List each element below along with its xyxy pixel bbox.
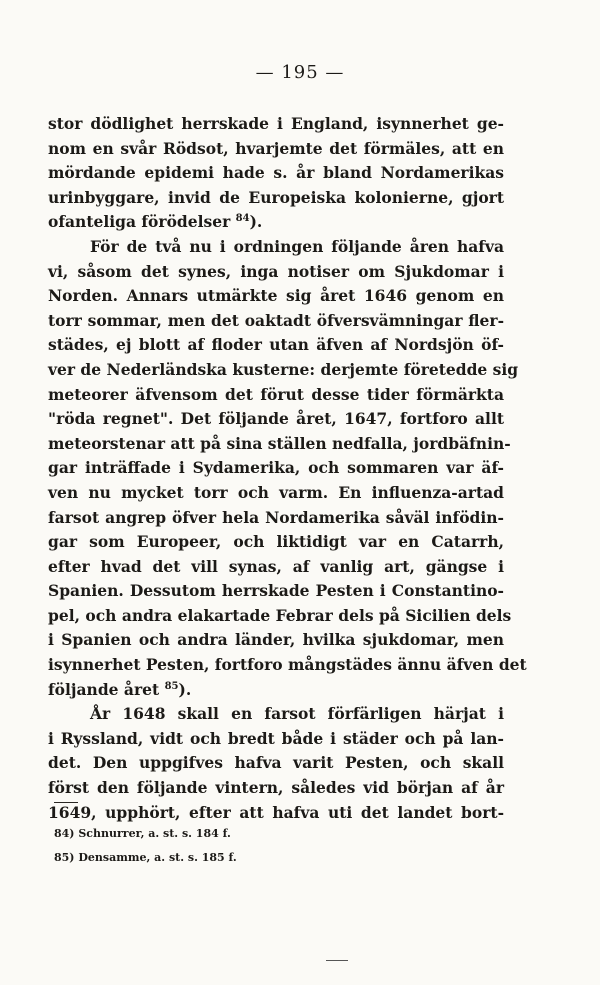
bottom-rule [326, 960, 348, 961]
text-line: isynnerhet Pesten, fortforo mångstädes ännu äfven det [48, 655, 527, 675]
footnote-mark: 85) [54, 851, 75, 864]
text-line: stor dödlighet herrskade i England, isynnerhet ge- [48, 114, 504, 133]
line-text: ofanteliga förödelser [48, 212, 231, 232]
footnote [54, 822, 474, 846]
text-line: mördande epidemi hade s. år bland Nordamerikas [48, 163, 504, 183]
text-line: År 1648 skall en farsot förfärligen härjat i [90, 704, 504, 724]
text-line: städes, ej blott af floder utan äfven af Nordsjön öf- [48, 335, 504, 355]
footnotes [54, 822, 474, 870]
text-line: gar som Europeer, och liktidigt var en Catarrh, [48, 532, 504, 552]
line-text: Det följande året, 1647, fortforo allt [180, 409, 504, 429]
footnote-ref: 84 [235, 213, 250, 225]
text-line: meteorer äfvensom det förut desse tider förmärkta [48, 384, 504, 404]
text-line: För de två nu i ordningen följande åren hafva [90, 236, 504, 256]
text-line: i Ryssland, vidt och bredt både i städer och på lan- [48, 728, 504, 748]
body-text [48, 112, 527, 825]
text-line: ven nu mycket torr och varm. En influenza-artad [48, 482, 504, 502]
text-line: efter hvad det vill synas, af vanlig art, gängse i [48, 556, 504, 576]
footnote-text: Densamme, a. st. s. 185 f. [78, 851, 237, 864]
footnote [54, 846, 474, 870]
footnote-ref: 85 [164, 680, 179, 692]
text-line: Spanien. Dessutom herrskade Pesten i Constantino- [48, 581, 504, 601]
text-line: gar inträffade i Sydamerika, och sommaren var äf- [48, 458, 504, 478]
text-line: först den följande vintern, således vid början af år [48, 778, 504, 798]
text-line: i Spanien och andra länder, hvilka sjukdomar, men [48, 630, 504, 650]
text-line [48, 407, 504, 432]
text-line: pel, och andra elakartade Febrar dels på Sicilien dels [48, 605, 512, 625]
text-line: farsot angrep öfver hela Nordamerika såväl infödin- [48, 507, 504, 527]
text-line: följande året $^{85}$). [48, 679, 192, 699]
text-line: nom en svår Rödsot, hvarjemte det förmäles, att en [48, 138, 504, 158]
page-number: — 195 — [255, 62, 345, 83]
text-line: ofanteliga förödelser $^{84}$). [48, 212, 263, 232]
quote-text: "röda regnet". [48, 409, 174, 429]
text-line: vi, såsom det synes, inga notiser om Sjukdomar i [48, 261, 504, 281]
footnote-divider [54, 802, 78, 803]
text-line: urinbyggare, invid de Europeiska kolonierne, gjort [48, 187, 504, 207]
footnote-mark: 84) [54, 827, 75, 840]
text-line: meteorstenar att på sina ställen nedfalla, jordbäfnin- [48, 433, 511, 453]
text-line: Norden. Annars utmärkte sig året 1646 genom en [48, 286, 504, 306]
text-line: ver de Nederländska kusterne: derjemte företedde sig [48, 359, 519, 379]
line-text: följande året [48, 679, 160, 699]
text-line: det. Den uppgifves hafva varit Pesten, och skall [48, 753, 504, 773]
footnote-text: Schnurrer, a. st. s. 184 f. [78, 827, 231, 840]
text-line: torr sommar, men det oaktadt öfversvämningar fler- [48, 310, 504, 330]
text-line: 1649, upphört, efter att hafva uti det landet bort- [48, 802, 504, 822]
